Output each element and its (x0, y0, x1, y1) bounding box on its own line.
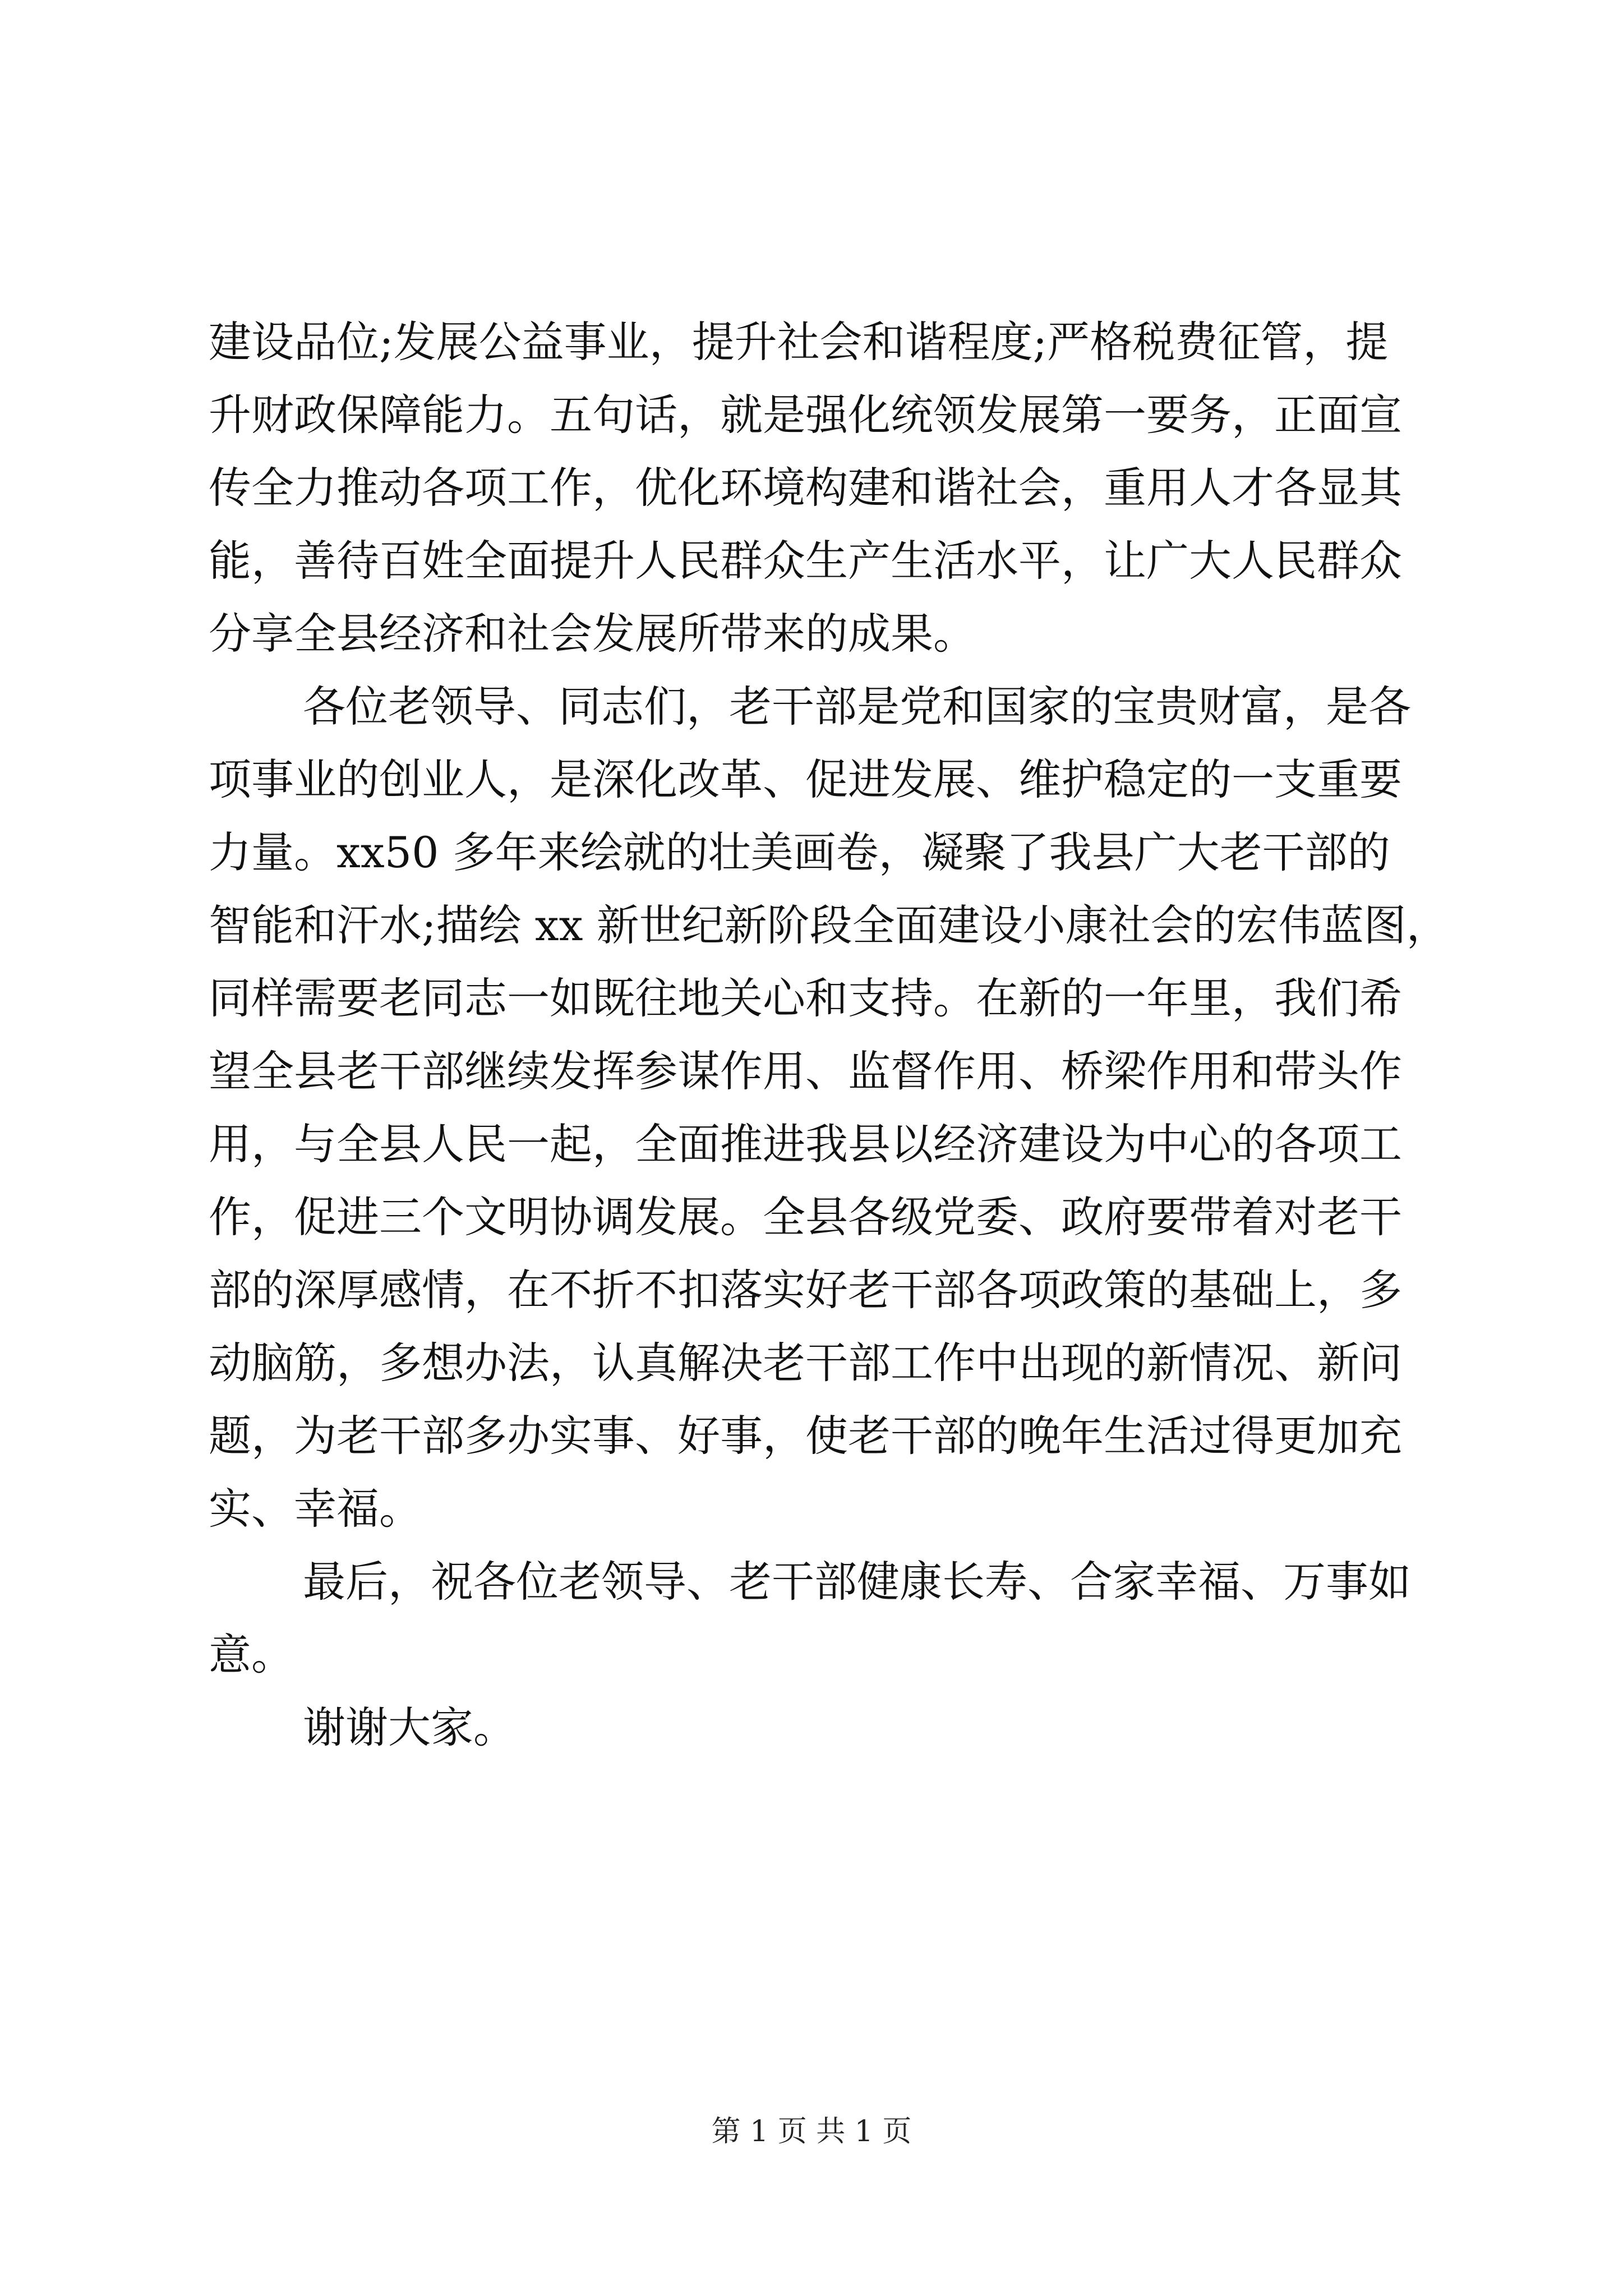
line-text: 智能和汗水;描绘 xx 新世纪新阶段全面建设小康社会的宏伟蓝图， (209, 900, 1449, 950)
line-text: 同样需要老同志一如既往地关心和支持。在新的一年里，我们希 (209, 973, 1402, 1023)
text-line (0, 816, 1623, 889)
line-text: 最后，祝各位老领导、老干部健康长寿、合家幸福、万事如 (303, 1557, 1411, 1607)
text-line (0, 1691, 1623, 1764)
line-text: 意。 (209, 1630, 294, 1680)
text-line (0, 1254, 1623, 1327)
line-text: 各位老领导、同志们，老干部是党和国家的宝贵财富，是各 (303, 682, 1411, 731)
line-text: 升财政保障能力。五句话，就是强化统领发展第一要务，正面宣 (209, 390, 1402, 440)
text-line (0, 306, 1623, 379)
line-text: 题，为老干部多办实事、好事，使老干部的晚年生活过得更加充 (209, 1411, 1402, 1461)
line-text: 项事业的创业人，是深化改革、促进发展、维护稳定的一支重要 (209, 754, 1402, 804)
text-line (0, 1035, 1623, 1108)
page-footer (0, 2109, 1623, 2154)
text-line (0, 962, 1623, 1035)
line-text: 谢谢大家。 (303, 1703, 516, 1752)
text-line (0, 1545, 1623, 1618)
text-line (0, 379, 1623, 452)
line-text: 能，善待百姓全面提升人民群众生产生活水平，让广大人民群众 (209, 536, 1402, 586)
page-number: 第 1 页 共 1 页 (711, 2115, 912, 2148)
line-text: 用，与全县人民一起，全面推进我县以经济建设为中心的各项工 (209, 1119, 1402, 1169)
text-line (0, 524, 1623, 597)
text-line (0, 1327, 1623, 1400)
text-line (0, 670, 1623, 743)
text-line (0, 889, 1623, 962)
line-text: 实、幸福。 (209, 1484, 422, 1534)
line-text: 作，促进三个文明协调发展。全县各级党委、政府要带着对老干 (209, 1192, 1402, 1242)
text-line (0, 1181, 1623, 1254)
line-text: 部的深厚感情，在不折不扣落实好老干部各项政策的基础上，多 (209, 1265, 1402, 1315)
line-text: 动脑筋，多想办法，认真解决老干部工作中出现的新情况、新问 (209, 1338, 1402, 1388)
line-text: 力量。xx50 多年来绘就的壮美画卷，凝聚了我县广大老干部的 (209, 827, 1390, 877)
text-line (0, 1400, 1623, 1473)
text-line (0, 1618, 1623, 1691)
text-line (0, 1473, 1623, 1545)
line-text: 望全县老干部继续发挥参谋作用、监督作用、桥梁作用和带头作 (209, 1046, 1402, 1096)
text-line (0, 1108, 1623, 1181)
line-text: 传全力推动各项工作，优化环境构建和谐社会，重用人才各显其 (209, 463, 1402, 513)
text-line (0, 743, 1623, 816)
line-text: 建设品位;发展公益事业，提升社会和谐程度;严格税费征管，提 (209, 317, 1389, 367)
text-line (0, 452, 1623, 524)
text-line (0, 597, 1623, 670)
line-text: 分享全县经济和社会发展所带来的成果。 (209, 609, 976, 659)
